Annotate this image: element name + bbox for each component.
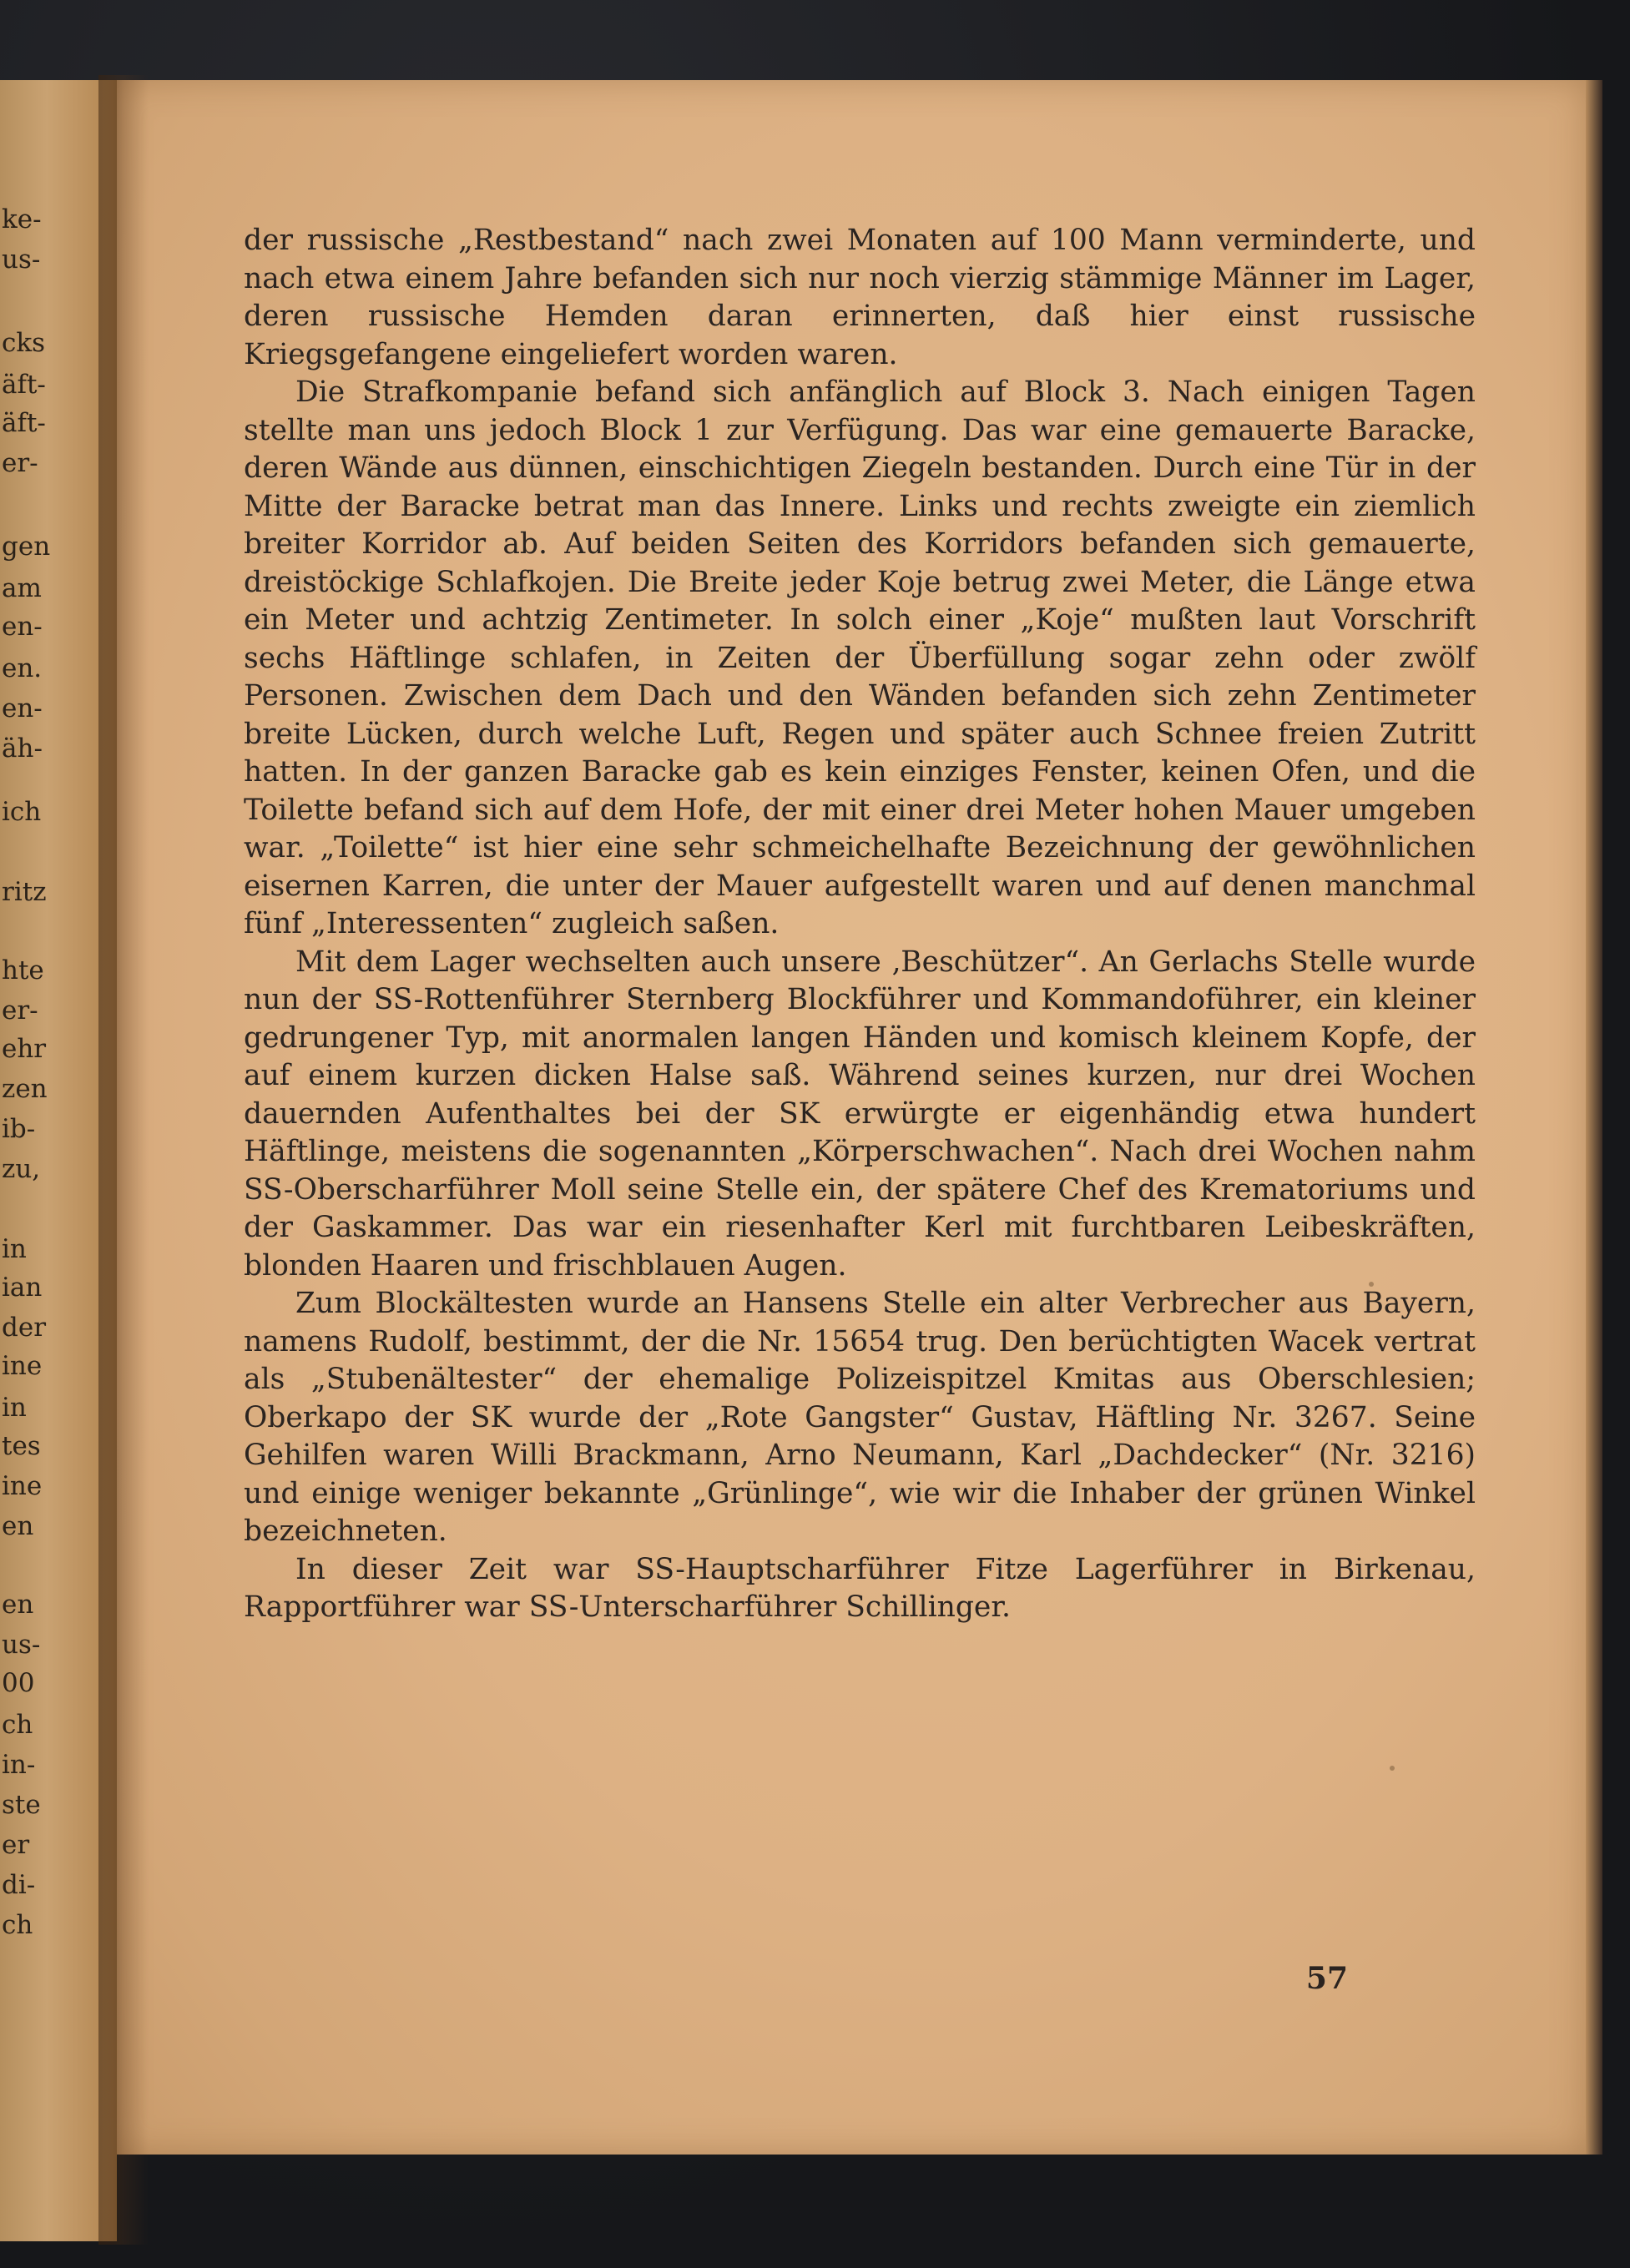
left-fragment: ine (2, 1351, 43, 1381)
left-fragment: ch (2, 1710, 33, 1740)
left-fragment: ib- (2, 1114, 36, 1144)
left-fragment: ehr (2, 1034, 47, 1064)
left-fragment: us- (2, 244, 41, 275)
left-fragment: ine (2, 1471, 43, 1501)
left-fragment: en- (2, 693, 43, 723)
left-fragment: gen (2, 532, 51, 562)
left-fragment: us- (2, 1630, 41, 1660)
left-fragment: en- (2, 612, 43, 642)
left-fragment: äft- (2, 408, 46, 438)
left-fragment: ste (2, 1790, 41, 1820)
paragraph: In dieser Zeit war SS-Hauptscharführer Fitze Lagerführer in Birkenau, Rapportführer war SS-Unterscharführer Schillinger. (244, 1552, 1476, 1624)
left-fragment: zu, (2, 1154, 41, 1184)
paragraph: Mit dem Lager wechselten auch unsere ‚Beschützer“. An Gerlachs Stelle wurde nun der SS-Rottenführer Sternberg Blockführer und Kommandoführer, ein kleiner gedrungener Typ, mit anormalen langen Händen und komisch kleinem Kopfe, der auf einem kurzen dicken Halse saß. Während seines kurzen, nur drei Wochen dauernden Aufenthaltes bei der SK erwürgte er eigenhändig etwa hundert Häftlinge, meistens die sogenannten „Körperschwachen“. Nach drei Wochen nahm SS-Oberscharführer Moll seine Stelle ein, der spätere Chef des Krematoriums und der Gaskammer. Das war ein riesenhafter Kerl mit furchtbaren Leibeskräften, blonden Haaren und frischblauen Augen. (244, 945, 1476, 1283)
left-fragment: ian (2, 1273, 43, 1303)
left-fragment: in (2, 1234, 27, 1264)
left-fragment: in- (2, 1750, 36, 1780)
left-fragment: der (2, 1313, 47, 1343)
left-fragment: hte (2, 955, 44, 985)
paragraph: der russische „Restbestand“ nach zwei Monaten auf 100 Mann verminderte, und nach etwa einem Jahre befanden sich nur noch vierzig stämmige Männer im Lager, deren russische Hemden daran erinnerten, daß hier einst russische Kriegsgefangene eingeliefert worden waren. (244, 224, 1476, 371)
left-fragment: tes (2, 1431, 41, 1461)
left-fragment: ritz (2, 877, 47, 907)
left-fragment: äh- (2, 733, 43, 764)
left-fragment: en. (2, 653, 43, 683)
body-text (244, 222, 1476, 1627)
left-fragment: er (2, 1830, 30, 1860)
left-fragment: ich (2, 797, 42, 827)
paper-speck (1390, 1766, 1395, 1771)
book-page (117, 80, 1586, 2155)
page-number: 57 (1305, 1961, 1348, 1996)
left-fragment: er- (2, 448, 38, 478)
left-fragment: äft- (2, 370, 46, 400)
paragraph: Die Strafkompanie befand sich anfänglich auf Block 3. Nach einigen Tagen stellte man uns jedoch Block 1 zur Verfügung. Das war eine gemauerte Baracke, deren Wände aus dünnen, einschichtigen Ziegeln bestanden. Durch eine Tür in der Mitte der Baracke betrat man das Innere. Links und rechts zweigte ein ziemlich breiter Korridor ab. Auf beiden Seiten des Korridors befanden sich gemauerte, dreistöckige Schlafkojen. Die Breite jeder Koje betrug zwei Meter, die Länge etwa ein Meter und achtzig Zentimeter. In solch einer „Koje“ mußten laut Vorschrift sechs Häftlinge schlafen, in Zeiten der Überfüllung sogar zehn oder zwölf Personen. Zwischen dem Dach und den Wänden befanden sich zehn Zentimeter breite Lücken, durch welche Luft, Regen und später auch Schnee freien Zutritt hatten. In der ganzen Baracke gab es kein einziges Fenster, keinen Ofen, und die Toilette befand sich auf dem Hofe, der mit einer drei Meter hohen Mauer umgeben war. „Toilette“ ist hier eine sehr schmeichelhafte Bezeichnung der gewöhnlichen eisernen Karren, die unter der Mauer aufgestellt waren und auf denen manchmal fünf „Interessenten“ zugleich saßen. (244, 375, 1476, 940)
left-fragment: en (2, 1511, 34, 1541)
left-fragment: 00 (2, 1668, 35, 1698)
left-fragment: ke- (2, 204, 42, 234)
left-fragment: am (2, 573, 42, 603)
left-fragment: di- (2, 1870, 36, 1900)
paragraph: Zum Blockältesten wurde an Hansens Stelle ein alter Verbrecher aus Bayern, namens Rudolf, bestimmt, der die Nr. 15654 trug. Den berüchtigten Wacek vertrat als „Stubenältester“ der ehemalige Polizeispitzel Kmitas aus Oberschlesien; Oberkapo der SK wurde der „Rote Gangster“ Gustav, Häftling Nr. 3267. Seine Gehilfen waren Willi Brackmann, Arno Neumann, Karl „Dachdecker“ (Nr. 3216) und einige weniger bekannte „Grünlinge“, wie wir die Inhaber der grünen Winkel bezeichneten. (244, 1287, 1476, 1548)
left-fragment: zen (2, 1074, 48, 1104)
left-fragment: en (2, 1590, 34, 1620)
left-fragment: er- (2, 995, 38, 1026)
page-gutter-shadow (98, 75, 149, 2245)
left-fragment: cks (2, 328, 46, 358)
left-fragment: in (2, 1393, 27, 1423)
left-fragment: ch (2, 1910, 33, 1940)
